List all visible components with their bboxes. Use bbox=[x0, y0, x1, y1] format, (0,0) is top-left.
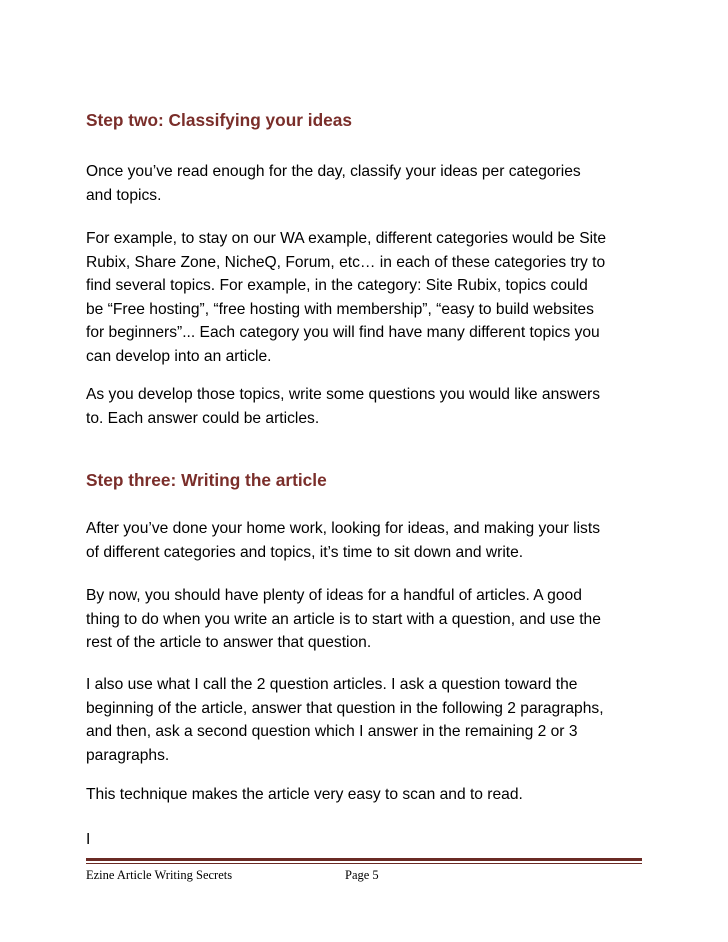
paragraph bbox=[86, 673, 656, 767]
footer-rule-thick bbox=[86, 858, 642, 861]
paragraph bbox=[86, 160, 656, 207]
footer-rule-thin bbox=[86, 863, 642, 864]
section-heading-step-three: Step three: Writing the article bbox=[86, 470, 327, 490]
text-line: Rubix, Share Zone, NicheQ, Forum, etc… in each of these categories try to bbox=[86, 253, 606, 271]
paragraph bbox=[86, 517, 656, 564]
text-line: Once you’ve read enough for the day, classify your ideas per categories bbox=[86, 163, 581, 180]
text-line: rest of the article to answer that question. bbox=[86, 634, 372, 652]
text-line: This technique makes the article very easy to scan and to read. bbox=[86, 786, 523, 803]
text-line: As you develop those topics, write some questions you would like answers bbox=[86, 386, 600, 403]
section-heading-step-two: Step two: Classifying your ideas bbox=[86, 110, 352, 130]
text-line: and topics. bbox=[86, 186, 162, 204]
footer-title: Ezine Article Writing Secrets bbox=[86, 868, 233, 882]
text-line: can develop into an article. bbox=[86, 347, 272, 365]
text-line: By now, you should have plenty of ideas for a handful of articles. A good bbox=[86, 587, 582, 604]
text-line: and then, ask a second question which I answer in the remaining 2 or 3 bbox=[86, 723, 578, 741]
paragraph bbox=[86, 584, 656, 655]
text-line: For example, to stay on our WA example, different categories would be Site bbox=[86, 230, 607, 247]
paragraph bbox=[86, 227, 656, 369]
paragraph bbox=[86, 783, 656, 807]
text-line: find several topics. For example, in the category: Site Rubix, topics could bbox=[86, 277, 588, 295]
text-line: thing to do when you write an article is to start with a question, and use the bbox=[86, 610, 601, 628]
text-line: beginning of the article, answer that question in the following 2 paragraphs, bbox=[86, 699, 604, 717]
text-line: to. Each answer could be articles. bbox=[86, 409, 320, 427]
text-line: I bbox=[86, 831, 91, 848]
text-line: for beginners”... Each category you will find have many different topics you bbox=[86, 324, 600, 342]
text-line: be “Free hosting”, “free hosting with membership”, “easy to build websites bbox=[86, 300, 594, 318]
text-line: After you’ve done your home work, looking for ideas, and making your lists bbox=[86, 520, 600, 537]
text-line: of different categories and topics, it’s time to sit down and write. bbox=[86, 543, 524, 561]
paragraph bbox=[86, 383, 656, 430]
page-number: Page 5 bbox=[345, 868, 379, 882]
text-line: paragraphs. bbox=[86, 746, 170, 764]
text-line: I also use what I call the 2 question articles. I ask a question toward the bbox=[86, 676, 578, 693]
paragraph bbox=[86, 828, 656, 852]
